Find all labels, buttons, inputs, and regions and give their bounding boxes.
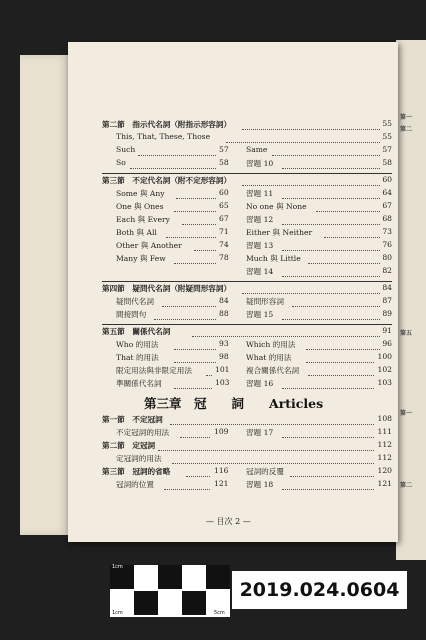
page-number: 67	[219, 214, 229, 223]
entry-title: 習題 14	[246, 267, 274, 276]
toc-entry-pair	[102, 352, 392, 365]
section-title: 第二節 指示代名詞（附指示形容詞）	[102, 120, 232, 129]
entry-title: Either 與 Neither	[246, 228, 313, 237]
toc-section-header	[102, 326, 392, 339]
page-number: 108	[377, 414, 392, 423]
facing-page-left	[20, 55, 70, 535]
entry-title: No one 與 None	[246, 202, 307, 211]
entry-title: One 與 Ones	[116, 202, 164, 211]
section-title: 第五節 關係代名詞	[102, 327, 171, 336]
right-page-text: 第一	[400, 410, 413, 417]
page-number: 57	[219, 145, 229, 154]
page-footer: — 目次 2 —	[206, 517, 251, 526]
entry-title: 習題 12	[246, 215, 274, 224]
toc-section-header	[102, 119, 392, 132]
toc-entry	[102, 266, 392, 279]
page-number: 121	[377, 479, 392, 488]
scale-label: 1cm	[112, 564, 123, 570]
entry-title: This, That, These, Those	[116, 132, 211, 141]
entry-title: 習題 15	[246, 310, 274, 319]
facing-page-right	[396, 40, 426, 560]
toc-section-header	[102, 440, 392, 453]
toc-entry-pair	[102, 427, 392, 440]
section-title: 第三節 不定代名詞（附不定形容詞）	[102, 176, 232, 185]
toc-entry-pair	[102, 214, 392, 227]
right-page-text: 第一	[400, 114, 413, 121]
toc-entry	[102, 132, 392, 145]
page-number: 68	[382, 214, 392, 223]
scale-checker	[110, 565, 230, 617]
page-number: 84	[219, 296, 229, 305]
page-number: 58	[219, 158, 229, 167]
page-number: 76	[382, 240, 392, 249]
page-number: 89	[382, 309, 392, 318]
page-number: 80	[382, 253, 392, 262]
page-number: 73	[382, 227, 392, 236]
page-number: 112	[377, 440, 392, 449]
toc-entry-pair	[102, 158, 392, 171]
entry-title: So	[116, 158, 126, 167]
entry-title: 習題 11	[246, 189, 274, 198]
page-number: 111	[377, 427, 392, 436]
toc-entry-pair	[102, 240, 392, 253]
entry-title: Many 與 Few	[116, 254, 166, 263]
page-number: 100	[377, 352, 392, 361]
entry-title: 習題 13	[246, 241, 274, 250]
page-number: 60	[219, 188, 229, 197]
archive-label-card	[110, 565, 410, 620]
entry-title: Much 與 Little	[246, 254, 301, 263]
entry-title: What 的用法	[246, 353, 292, 362]
entry-title: 限定用法與非限定用法	[116, 366, 192, 375]
page-number: 71	[219, 227, 229, 236]
page-number: 74	[219, 240, 229, 249]
entry-title: Each 與 Every	[116, 215, 170, 224]
page-number: 84	[382, 283, 392, 292]
page-number: 103	[377, 378, 392, 387]
right-page-text: 第二	[400, 482, 413, 489]
toc-entry-pair	[102, 339, 392, 352]
section-title: 第三節 冠詞的省略	[102, 467, 171, 476]
right-page-text: 第五	[400, 330, 413, 337]
page-number: 120	[377, 466, 392, 475]
toc-section-header	[102, 283, 392, 296]
page-number: 102	[377, 365, 392, 374]
section-title: 第四節 疑問代名詞（附疑問形容詞）	[102, 284, 232, 293]
entry-title: 冠詞的位置	[116, 480, 154, 489]
page-number: 88	[219, 309, 229, 318]
page-number: 98	[219, 352, 229, 361]
page-number: 82	[382, 266, 392, 275]
entry-title: 不定冠詞的用法	[116, 428, 170, 437]
page-number: 103	[215, 378, 230, 387]
page-number: 65	[219, 201, 229, 210]
page-number: 87	[382, 296, 392, 305]
page-number: 67	[382, 201, 392, 210]
right-page-text: 第二	[400, 126, 413, 133]
toc-entry-pair	[102, 188, 392, 201]
toc-section-header	[102, 414, 392, 427]
entry-title: 疑問代名詞	[116, 297, 154, 306]
entry-title: 疑問形容詞	[246, 297, 284, 306]
page-number: 116	[214, 466, 229, 475]
page-number: 55	[382, 132, 392, 141]
page-number: 58	[382, 158, 392, 167]
scale-label: 1cm	[112, 610, 123, 616]
page-number: 101	[215, 365, 230, 374]
book-page	[68, 42, 398, 542]
toc-entry-pair	[102, 296, 392, 309]
toc-entry	[102, 453, 392, 466]
page-number: 78	[219, 253, 229, 262]
entry-title: Both 與 All	[116, 228, 157, 237]
page-number: 91	[382, 326, 392, 335]
page-number: 121	[214, 479, 229, 488]
entry-title: Which 的用法	[246, 340, 296, 349]
section-title: 第二節 定冠詞	[102, 441, 156, 450]
accession-number: 2019.024.0604	[232, 571, 407, 609]
table-of-contents	[102, 119, 392, 391]
page-number: 109	[214, 427, 229, 436]
entry-title: 習題 16	[246, 379, 274, 388]
toc-entry-pair	[102, 145, 392, 158]
page-number: 93	[219, 339, 229, 348]
toc-entry-pair	[102, 466, 392, 479]
entry-title: 冠詞的反覆	[246, 467, 284, 476]
entry-title: That 的用法	[116, 353, 159, 362]
page-number: 57	[382, 145, 392, 154]
section-title: 第一節 不定冠詞	[102, 415, 163, 424]
page-number: 60	[382, 175, 392, 184]
toc-entry-pair	[102, 365, 392, 378]
chapter-heading: 第三章 冠 詞 Articles	[144, 396, 324, 411]
page-number: 55	[382, 119, 392, 128]
toc-entry-pair	[102, 309, 392, 322]
entry-title: 準關係代名詞	[116, 379, 162, 388]
entry-title: Some 與 Any	[116, 189, 165, 198]
entry-title: 習題 18	[246, 480, 274, 489]
page-number: 96	[382, 339, 392, 348]
entry-title: 習題 17	[246, 428, 274, 437]
toc-entry-pair	[102, 378, 392, 391]
toc-entry-pair	[102, 479, 392, 492]
table-of-contents-ch3	[102, 414, 392, 492]
entry-title: Such	[116, 145, 136, 154]
entry-title: 定冠詞的用法	[116, 454, 162, 463]
entry-title: Who 的用法	[116, 340, 159, 349]
entry-title: 習題 10	[246, 159, 274, 168]
toc-section-header	[102, 175, 392, 188]
page-number: 64	[382, 188, 392, 197]
page-number: 112	[377, 453, 392, 462]
entry-title: Other 與 Another	[116, 241, 182, 250]
entry-title: 複合關係代名詞	[246, 366, 300, 375]
toc-entry-pair	[102, 253, 392, 266]
scale-label: 5cm	[214, 610, 225, 616]
toc-entry-pair	[102, 201, 392, 214]
toc-entry-pair	[102, 227, 392, 240]
entry-title: 間接問句	[116, 310, 147, 319]
entry-title: Same	[246, 145, 268, 154]
